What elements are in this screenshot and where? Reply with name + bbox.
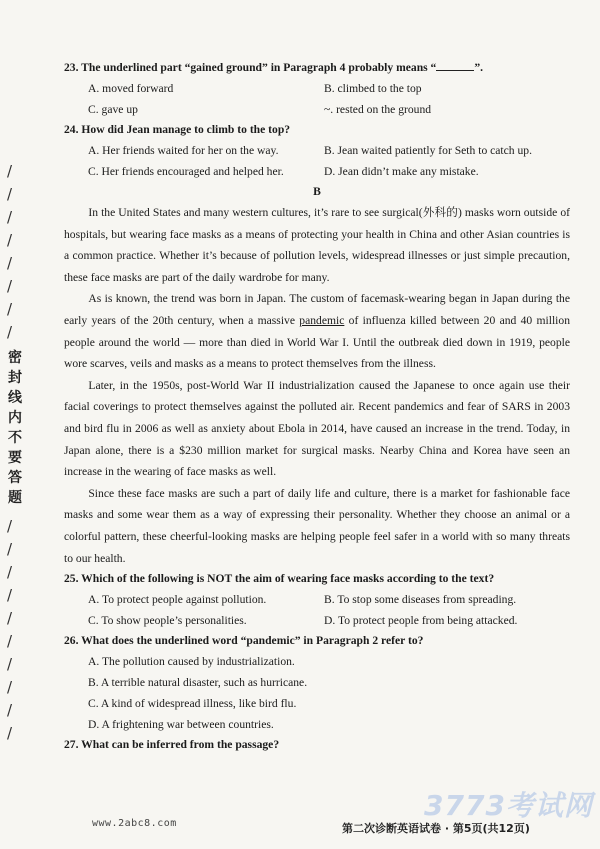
question-26-stem: 26. What does the underlined word “pandemic” in Paragraph 2 refer to?: [64, 634, 424, 648]
option-c: C. A kind of widespread illness, like bird flu.: [88, 697, 297, 711]
option-d: D. A frightening war between countries.: [88, 718, 274, 732]
option-d: D. Jean didn’t make any mistake.: [324, 165, 479, 178]
question-27-stem: 27. What can be inferred from the passage?: [64, 738, 280, 752]
option-d: D. To protect people from being attacked.: [324, 614, 518, 628]
exam-content: [64, 58, 570, 755]
passage-paragraph-1: In the United States and many western cultures, it’s rare to see surgical(外科的) masks worn outside of hospitals, but wearing face masks as a means of protecting your health in China and other Asian countries is a common practice. Whether it’s because of pollution levels, widespread illnesses or just simple precaution, these face masks are part of the daily wardrobe for many.: [64, 206, 570, 284]
question-23-stem: 23. The underlined part “gained ground” in Paragraph 4 probably means “ ”.: [64, 61, 484, 74]
site-watermark: 3773考试网: [424, 789, 593, 822]
option-a: A. To protect people against pollution.: [88, 593, 267, 607]
option-c: C. To show people’s personalities.: [88, 614, 247, 628]
question-25-stem: 25. Which of the following is NOT the aim of wearing face masks according to the text?: [64, 572, 495, 586]
binding-strip-text: 密 封 线 内 不 要 答 题: [8, 350, 22, 506]
option-d: ~. rested on the ground: [324, 103, 432, 116]
option-b: B. Jean waited patiently for Seth to catch up.: [324, 144, 532, 157]
option-b: B. To stop some diseases from spreading.: [324, 593, 517, 607]
option-a: A. Her friends waited for her on the way.: [88, 144, 279, 157]
footer-page-info: 第二次诊断英语试卷 · 第5页(共12页): [342, 822, 530, 835]
question-23-options: [64, 78, 570, 120]
section-heading-b: B: [313, 185, 321, 198]
passage-paragraph-2: As is known, the trend was born in Japan. The custom of facemask-wearing began in Japan during the early years of the 20th century, when a massive pandemic of influenza killed between 20 and 40 million people around the world — more than died in World War I. Until the outbreak died down in 1919, people wore scarves, veils and masks as a means to protect themselves from the illness.: [64, 292, 570, 371]
option-a: A. The pollution caused by industrialization.: [88, 655, 295, 669]
question-24-stem: 24. How did Jean manage to climb to the top?: [64, 123, 291, 136]
option-b: B. climbed to the top: [324, 82, 422, 95]
binding-slashes-bottom: / / / / / / / / / /: [7, 517, 13, 742]
binding-strip: [4, 160, 26, 740]
option-b: B. A terrible natural disaster, such as hurricane.: [88, 676, 308, 690]
option-a: A. moved forward: [88, 82, 174, 95]
footer-website: www.2abc8.com: [92, 818, 177, 829]
binding-slashes-top: / / / / / / / /: [7, 162, 13, 341]
underlined-word-pandemic: pandemic: [299, 313, 345, 327]
question-25-options: [64, 589, 570, 631]
passage-paragraph-4: Since these face masks are such a part of daily life and culture, there is a market for fashionable face masks and some wear them as a way of expressing their personality. Whether they choose an animal or a colorful pattern, these cheerful-looking masks are helping people feel safer in a world with so many threats to our health.: [64, 486, 570, 565]
option-c: C. Her friends encouraged and helped her.: [88, 165, 284, 178]
option-c: C. gave up: [88, 103, 138, 116]
question-24-options: [64, 140, 570, 182]
question-26-options: [64, 651, 570, 735]
answer-blank: [436, 60, 474, 71]
passage-paragraph-3: Later, in the 1950s, post-World War II industrialization caused the Japanese to once again use their facial coverings to protect themselves against the polluted air. Recent pandemics and fear of SARS in 2003 and bird flu in 2006 as well as anxiety about Ebola in 2014, have caused an increase in the trend. Today, in Japan alone, there is a $230 million market for surgical masks. Nearby China and Korea have seen an increase in the wearing of face masks as well.: [64, 378, 570, 479]
